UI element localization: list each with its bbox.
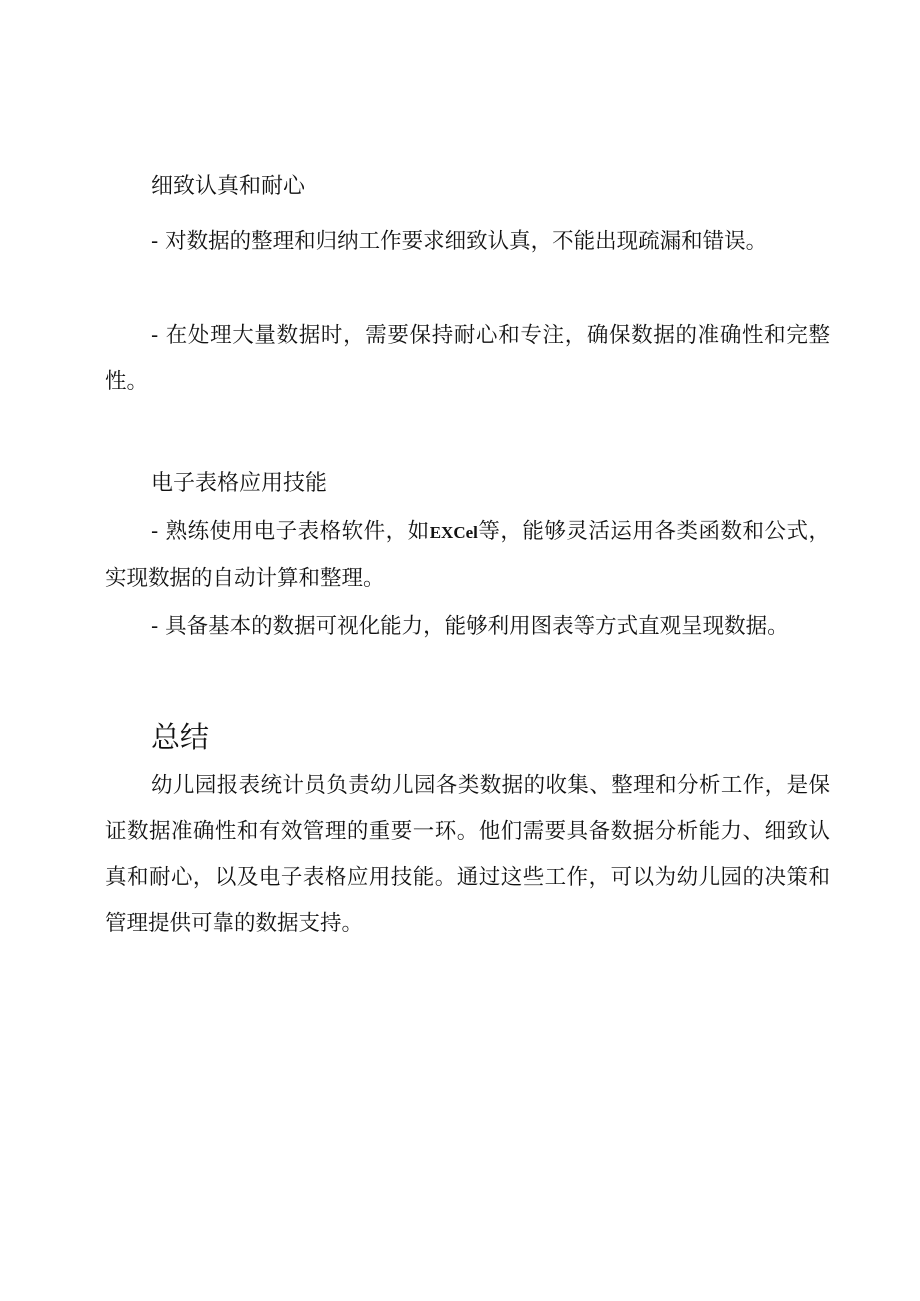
- paragraph-data-visualization: - 具备基本的数据可视化能力，能够利用图表等方式直观呈现数据。: [151, 614, 789, 639]
- paragraph-spreadsheet-software: [105, 509, 830, 602]
- excel-term: EXCel: [429, 523, 478, 542]
- paragraph-data-organization: - 对数据的整理和归纳工作要求细致认真，不能出现疏漏和错误。: [151, 229, 768, 254]
- section-heading-attention-to-detail: 细致认真和耐心: [151, 174, 306, 199]
- paragraph-summary: 幼儿园报表统计员负责幼儿园各类数据的收集、整理和分析工作，是保证数据准确性和有效管理的重要一环。他们需要具备数据分析能力、细致认真和耐心，以及电子表格应用技能。通过这些工作，可以为幼儿园的决策和管理提供可靠的数据支持。: [105, 773, 830, 936]
- section-heading-summary: 总结: [151, 720, 210, 754]
- paragraph-spreadsheet-text-before: - 熟练使用电子表格软件，如: [151, 519, 430, 544]
- paragraph-spreadsheet-text-after: 等，能够灵活运用各类函数和公式，实现数据的自动计算和整理。: [105, 519, 830, 591]
- section-heading-spreadsheet-skills: 电子表格应用技能: [151, 471, 328, 496]
- paragraph-patience-focus: - 在处理大量数据时，需要保持耐心和专注，确保数据的准确性和完整性。: [105, 323, 830, 394]
